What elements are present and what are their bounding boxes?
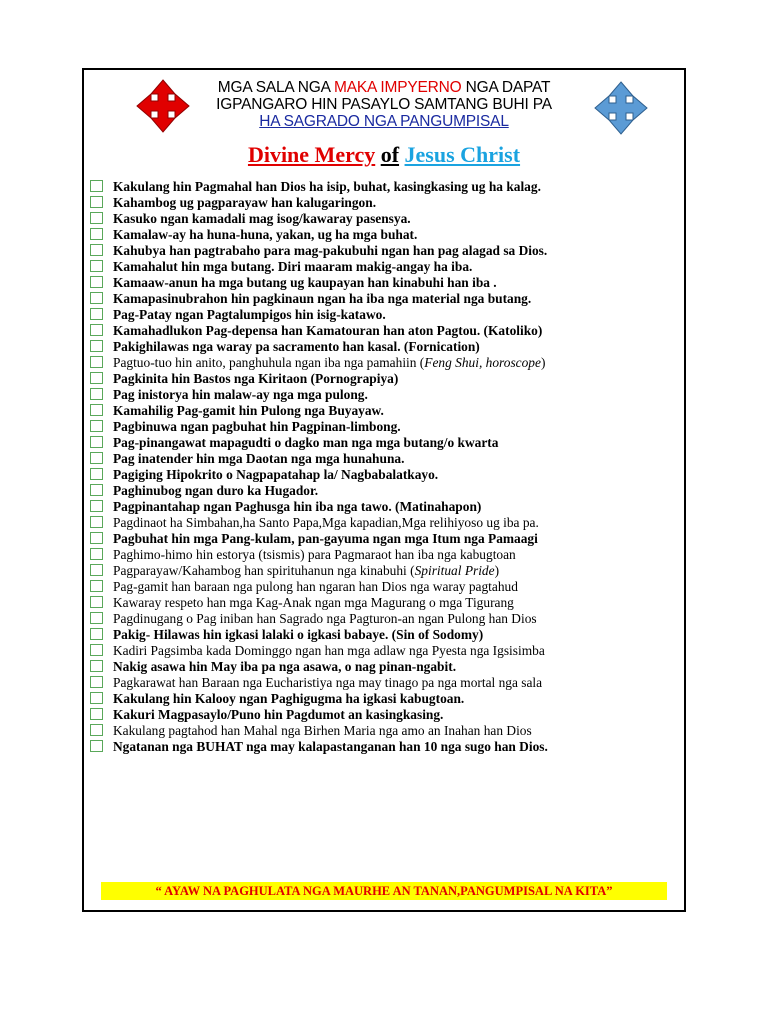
checklist-item-text: Kamahilig Pag-gamit hin Pulong nga Buyayaw. [113, 403, 384, 418]
checklist-item [90, 691, 682, 707]
sin-checklist [90, 179, 682, 755]
page-title [100, 142, 668, 168]
checkbox-icon[interactable] [90, 340, 103, 352]
checklist-item-text: Kahubya han pagtrabaho para mag-pakubuhi ngan han pag alagad sa Dios. [113, 243, 548, 258]
document-header [190, 79, 578, 130]
checkbox-icon[interactable] [90, 644, 103, 656]
checklist-item [90, 707, 682, 723]
checkbox-icon[interactable] [90, 420, 103, 432]
checkbox-icon[interactable] [90, 484, 103, 496]
checklist-item-text: Kadiri Pagsimba kada Dominggo ngan han mga adlaw nga Pyesta nga Igsisimba [113, 643, 545, 658]
checklist-item-text: Pagparayaw/Kahambog han spirituhanun nga kinabuhi ( [113, 563, 415, 578]
checklist-item [90, 611, 682, 627]
checklist-item [90, 563, 682, 579]
checklist-item-text: Nakig asawa hin May iba pa nga asawa, o nag pinan-ngabit. [113, 659, 457, 674]
checklist-item [90, 723, 682, 739]
checkbox-icon[interactable] [90, 724, 103, 736]
checklist-item-text: Pagkinita hin Bastos nga Kiritaon (Pornograpiya) [113, 371, 399, 386]
checklist-item-text: Kakulang hin Kalooy ngan Paghigugma ha igkasi kabugtoan. [113, 691, 465, 706]
checklist-item-text: Pag inistorya hin malaw-ay nga mga pulong. [113, 387, 368, 402]
checklist-item-text: Pagtuo-tuo hin anito, panghuhula ngan iba nga pamahiin ( [113, 355, 425, 370]
checklist-item-italic: Feng Shui, horoscope [424, 355, 541, 370]
checklist-item-text: Ngatanan nga BUHAT nga may kalapastanganan han 10 nga sugo han Dios. [113, 739, 548, 754]
checkbox-icon[interactable] [90, 564, 103, 576]
checklist-item [90, 515, 682, 531]
checkbox-icon[interactable] [90, 308, 103, 320]
checklist-item [90, 675, 682, 691]
checkbox-icon[interactable] [90, 196, 103, 208]
checkbox-icon[interactable] [90, 660, 103, 672]
checklist-item-text: Pakig- Hilawas hin igkasi lalaki o igkasi babaye. (Sin of Sodomy) [113, 627, 484, 642]
checklist-item-text: Kamaaw-anun ha mga butang ug kaupayan han kinabuhi han iba . [113, 275, 497, 290]
checkbox-icon[interactable] [90, 404, 103, 416]
checklist-item [90, 419, 682, 435]
checkbox-icon[interactable] [90, 548, 103, 560]
checklist-item-text: Kamalaw-ay ha huna-huna, yakan, ug ha mga buhat. [113, 227, 418, 242]
checklist-item [90, 227, 682, 243]
checkbox-icon[interactable] [90, 708, 103, 720]
checkbox-icon[interactable] [90, 740, 103, 752]
checklist-item [90, 739, 682, 755]
checkbox-icon[interactable] [90, 516, 103, 528]
checklist-item [90, 387, 682, 403]
checklist-item-text: Pag inatender hin mga Daotan nga mga hunahuna. [113, 451, 405, 466]
checklist-item [90, 371, 682, 387]
header-line-2: IGPANGARO HIN PASAYLO SAMTANG BUHI PA [216, 96, 552, 113]
blue-cross-arrows-icon [593, 80, 649, 136]
checklist-item-text: Kamapasinubrahon hin pagkinaun ngan ha iba nga material nga butang. [113, 291, 532, 306]
checklist-item-text: Pakighilawas nga waray pa sacramento han kasal. (Fornication) [113, 339, 480, 354]
checklist-item-text: Kakuri Magpasaylo/Puno hin Pagdumot an kasingkasing. [113, 707, 444, 722]
checklist-item-text-end: ) [540, 355, 546, 370]
checkbox-icon[interactable] [90, 468, 103, 480]
checklist-item [90, 243, 682, 259]
header-line-1-end: NGA DAPAT [461, 79, 551, 96]
checklist-item [90, 659, 682, 675]
checklist-item-text: Kamahalut hin mga butang. Diri maaram makig-angay ha iba. [113, 259, 473, 274]
checklist-item-text: Kahambog ug pagparayaw han kalugaringon. [113, 195, 377, 210]
checklist-item-text: Pagdinaot ha Simbahan,ha Santo Papa,Mga kapadian,Mga relihiyoso ug iba pa. [113, 515, 539, 530]
checklist-item [90, 259, 682, 275]
checklist-item-text: Kawaray respeto han mga Kag-Anak ngan mga Magurang o mga Tigurang [113, 595, 514, 610]
checklist-item-text: Kamahadlukon Pag-depensa han Kamatouran han aton Pagtou. (Katoliko) [113, 323, 543, 338]
title-divine-mercy: Divine Mercy [247, 142, 376, 167]
checkbox-icon[interactable] [90, 436, 103, 448]
checklist-item-text: Pagiging Hipokrito o Nagpapatahap la/ Nagbabalatkayo. [113, 467, 439, 482]
checkbox-icon[interactable] [90, 596, 103, 608]
checkbox-icon[interactable] [90, 676, 103, 688]
checklist-item-text: Pagpinantahap ngan Paghusga hin iba nga tawo. (Matinahapon) [113, 499, 482, 514]
checkbox-icon[interactable] [90, 324, 103, 336]
checklist-item [90, 451, 682, 467]
checklist-item [90, 323, 682, 339]
checklist-item [90, 547, 682, 563]
checkbox-icon[interactable] [90, 388, 103, 400]
checkbox-icon[interactable] [90, 244, 103, 256]
checklist-item [90, 211, 682, 227]
checklist-item-text: Paghinubog ngan duro ka Hugador. [113, 483, 319, 498]
checkbox-icon[interactable] [90, 276, 103, 288]
checklist-item [90, 435, 682, 451]
checklist-item [90, 483, 682, 499]
checklist-item-text: Paghimo-himo hin estorya (tsismis) para Pagmaraot han iba nga kabugtoan [113, 547, 516, 562]
checklist-item [90, 339, 682, 355]
checkbox-icon[interactable] [90, 612, 103, 624]
checklist-item [90, 291, 682, 307]
checklist-item-text: Pagdinugang o Pag iniban han Sagrado nga Pagturon-an ngan Pulong han Dios [113, 611, 537, 626]
checklist-item-text: Pag-pinangawat mapagudti o dagko man nga mga butang/o kwarta [113, 435, 499, 450]
checklist-item [90, 579, 682, 595]
checkbox-icon[interactable] [90, 500, 103, 512]
title-of: of [380, 142, 400, 167]
checklist-item [90, 467, 682, 483]
checkbox-icon[interactable] [90, 580, 103, 592]
checklist-item [90, 179, 682, 195]
checklist-item [90, 643, 682, 659]
checkbox-icon[interactable] [90, 372, 103, 384]
checklist-item [90, 307, 682, 323]
checklist-item-text: Kasuko ngan kamadali mag isog/kawaray pasensya. [113, 211, 411, 226]
checkbox-icon[interactable] [90, 452, 103, 464]
header-line-3: HA SAGRADO NGA PANGUMPISAL [259, 113, 509, 130]
checkbox-icon[interactable] [90, 628, 103, 640]
header-line-1 [190, 79, 578, 96]
checklist-item [90, 531, 682, 547]
checkbox-icon[interactable] [90, 228, 103, 240]
checklist-item [90, 403, 682, 419]
checklist-item-text: Pagbuhat hin mga Pang-kulam, pan-gayuma ngan mga Itum nga Pamaagi [113, 531, 538, 546]
checklist-item-text: Kakulang pagtahod han Mahal nga Birhen Maria nga amo an Inahan han Dios [113, 723, 532, 738]
checkbox-icon[interactable] [90, 260, 103, 272]
checklist-item [90, 275, 682, 291]
header-line-1-highlight: MAKA IMPYERNO [334, 79, 462, 96]
checkbox-icon[interactable] [90, 292, 103, 304]
checklist-item [90, 499, 682, 515]
checkbox-icon[interactable] [90, 356, 103, 368]
checklist-item-text: Pag-gamit han baraan nga pulong han ngaran han Dios nga waray pagtahud [113, 579, 518, 594]
checklist-item-text-end: ) [494, 563, 500, 578]
checkbox-icon[interactable] [90, 212, 103, 224]
red-cross-arrows-icon [135, 78, 191, 134]
checklist-item [90, 195, 682, 211]
checklist-item [90, 355, 682, 371]
checklist-item-text: Pagbinuwa ngan pagbuhat hin Pagpinan-limbong. [113, 419, 401, 434]
title-jesus-christ: Jesus Christ [404, 142, 521, 167]
checklist-item-text: Kakulang hin Pagmahal han Dios ha isip, buhat, kasingkasing ug ha kalag. [113, 179, 541, 194]
checklist-item-italic: Spiritual Pride [414, 563, 495, 578]
checklist-item [90, 595, 682, 611]
checkbox-icon[interactable] [90, 692, 103, 704]
checklist-item-text: Pag-Patay ngan Pagtalumpigos hin isig-katawo. [113, 307, 386, 322]
checklist-item [90, 627, 682, 643]
header-line-1-start: MGA SALA NGA [217, 79, 335, 96]
checklist-item-text: Pagkarawat han Baraan nga Eucharistiya nga may tinago pa nga mortal nga sala [113, 675, 543, 690]
checkbox-icon[interactable] [90, 180, 103, 192]
checkbox-icon[interactable] [90, 532, 103, 544]
footer-banner: “ AYAW NA PAGHULATA NGA MAURHE AN TANAN,PANGUMPISAL NA KITA” [101, 882, 667, 900]
